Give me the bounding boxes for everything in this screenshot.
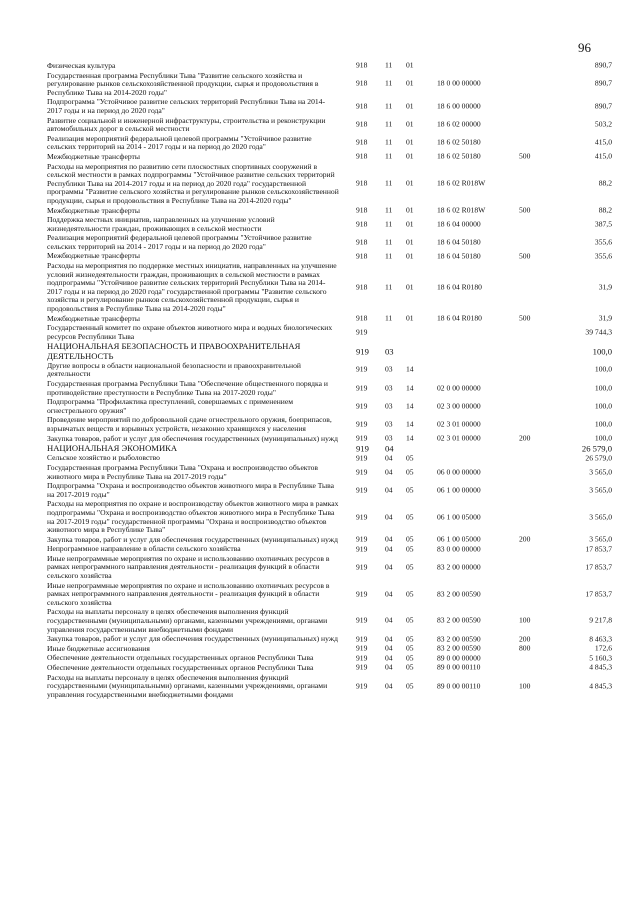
target-article-cell: 06 0 00 00000 xyxy=(437,467,481,477)
subsection-code-cell: 14 xyxy=(406,383,414,393)
ved-code-cell: 919 xyxy=(356,327,368,337)
table-row xyxy=(0,324,640,341)
target-article-cell: 06 1 00 00000 xyxy=(437,485,481,495)
ved-code-cell: 919 xyxy=(356,365,368,375)
row-name-cell: Расходы на мероприятия по развитию сети плоскостных спортивных сооружений в сельской местности в рамках подпрограммы "Устойчивое развитие сельских территорий Республики Тыва на 2014-2017 годы и на период до 2020 года" государственной программы "Развитие сельского хозяйства и регулирование рынков сельскохозяйственной продукции, сырья и продовольствия в Республике Тыва на 2014-2020 годы" xyxy=(47,161,339,205)
section-code-cell: 03 xyxy=(385,419,393,429)
subsection-code-cell: 01 xyxy=(406,151,414,161)
target-article-cell: 18 6 02 R018W xyxy=(437,178,486,188)
ved-code-cell: 918 xyxy=(356,219,368,229)
table-row xyxy=(0,262,640,314)
table-row xyxy=(0,464,640,481)
row-name-cell: НАЦИОНАЛЬНАЯ БЕЗОПАСНОСТЬ И ПРАВООХРАНИТЕЛЬНАЯ ДЕЯТЕЛЬНОСТЬ xyxy=(47,341,301,361)
target-article-cell: 18 6 02 50180 xyxy=(437,138,481,148)
table-row xyxy=(0,207,640,216)
ved-code-cell: 919 xyxy=(356,589,368,599)
ved-code-cell: 919 xyxy=(356,681,368,691)
expense-type-cell: 500 xyxy=(519,151,531,161)
expense-type-cell: 800 xyxy=(519,643,531,653)
ved-code-cell: 919 xyxy=(356,485,368,495)
section-code-cell: 04 xyxy=(385,544,393,554)
target-article-cell: 02 3 01 00000 xyxy=(437,419,481,429)
target-article-cell: 18 6 02 50180 xyxy=(437,151,481,161)
target-article-cell: 18 6 02 00000 xyxy=(437,119,481,129)
ved-code-cell: 919 xyxy=(356,433,368,443)
section-code-cell: 04 xyxy=(385,443,394,454)
table-row xyxy=(0,582,640,608)
subsection-code-cell: 05 xyxy=(406,589,414,599)
amount-cell: 415,0 xyxy=(594,151,612,161)
subsection-code-cell: 05 xyxy=(406,544,414,554)
row-name-cell: Закупка товаров, работ и услуг для обеспечения государственных (муниципальных) нужд xyxy=(47,534,338,544)
ved-code-cell: 918 xyxy=(356,178,368,188)
subsection-code-cell: 14 xyxy=(406,419,414,429)
amount-cell: 8 463,3 xyxy=(589,634,612,644)
ved-code-cell: 918 xyxy=(356,138,368,148)
target-article-cell: 89 0 00 00000 xyxy=(437,653,481,663)
subsection-code-cell: 01 xyxy=(406,61,414,70)
row-name-cell: Государственная программа Республики Тыва "Развитие сельского хозяйства и регулирование рынков сельскохозяйственной продукции, сырья и продовольствия в Республике Тыва на 2014-2020 годы" xyxy=(47,70,319,97)
amount-cell: 26 579,0 xyxy=(581,443,612,454)
amount-cell: 172,6 xyxy=(594,643,612,653)
amount-cell: 100,0 xyxy=(594,419,612,429)
section-code-cell: 03 xyxy=(385,346,394,357)
target-article-cell: 83 2 00 00590 xyxy=(437,643,481,653)
target-article-cell: 83 2 00 00590 xyxy=(437,589,481,599)
subsection-code-cell: 01 xyxy=(406,101,414,111)
row-name-cell: Расходы на выплаты персоналу в целях обеспечения выполнения функций государственными (муниципальными) органами, казенными учреждениями, органами управления государственными внебюджетными фондами xyxy=(47,607,328,634)
amount-cell: 415,0 xyxy=(594,138,612,148)
table-row xyxy=(0,98,640,115)
row-name-cell: Межбюджетные трансферты xyxy=(47,313,140,323)
amount-cell: 100,0 xyxy=(594,383,612,393)
amount-cell: 17 853,7 xyxy=(585,589,612,599)
row-name-cell: Проведение мероприятий по добровольной сдаче огнестрельного оружия, боеприпасов, взрывчатых веществ и взрывных устройств, незаконно хранящихся у населения xyxy=(47,415,332,433)
section-code-cell: 03 xyxy=(385,401,393,411)
amount-cell: 100,0 xyxy=(592,346,612,357)
target-article-cell: 02 3 01 00000 xyxy=(437,433,481,443)
section-code-cell: 11 xyxy=(385,205,393,215)
row-name-cell: Иные непрограммные мероприятия по охране и использованию охотничьих ресурсов в рамках непрограммного направления деятельности - реализация функций в области сельского хозяйства xyxy=(47,580,330,607)
subsection-code-cell: 14 xyxy=(406,433,414,443)
section-code-cell: 04 xyxy=(385,634,393,644)
ved-code-cell: 919 xyxy=(356,643,368,653)
section-code-cell: 03 xyxy=(385,365,393,375)
table-row xyxy=(0,674,640,700)
section-code-cell: 11 xyxy=(385,138,393,148)
ved-code-cell: 919 xyxy=(356,534,368,544)
target-article-cell: 18 6 00 00000 xyxy=(437,101,481,111)
subsection-code-cell: 01 xyxy=(406,251,414,261)
expense-type-cell: 200 xyxy=(519,534,531,544)
row-name-cell: Межбюджетные трансферты xyxy=(47,251,140,261)
table-row xyxy=(0,482,640,499)
amount-cell: 3 565,0 xyxy=(589,485,612,495)
table-row xyxy=(0,545,640,554)
table-row xyxy=(0,555,640,581)
amount-cell: 17 853,7 xyxy=(585,544,612,554)
ved-code-cell: 919 xyxy=(356,616,368,626)
row-name-cell: Обеспечение деятельности отдельных государственных органов Республики Тыва xyxy=(47,663,314,673)
subsection-code-cell: 05 xyxy=(406,562,414,572)
amount-cell: 503,2 xyxy=(594,119,612,129)
target-article-cell: 02 3 00 00000 xyxy=(437,401,481,411)
table-row xyxy=(0,252,640,261)
amount-cell: 31,9 xyxy=(598,313,612,323)
ved-code-cell: 919 xyxy=(356,467,368,477)
subsection-code-cell: 01 xyxy=(406,119,414,129)
row-name-cell: Развитие социальной и инженерной инфраструктуры, строительства и реконструкции автомобильных дорог в сельской местности xyxy=(47,115,326,134)
ved-code-cell: 919 xyxy=(356,443,369,454)
subsection-code-cell: 05 xyxy=(406,534,414,544)
ved-code-cell: 919 xyxy=(356,544,368,554)
amount-cell: 26 579,0 xyxy=(585,453,612,463)
budget-table xyxy=(0,62,640,700)
row-name-cell: Иные непрограммные мероприятия по охране и использованию охотничьих ресурсов в рамках непрограммного направления деятельности - реализация функций в области сельского хозяйства xyxy=(47,553,330,581)
section-code-cell: 04 xyxy=(385,562,393,572)
row-name-cell: Межбюджетные трансферты xyxy=(47,151,140,161)
ved-code-cell: 919 xyxy=(356,663,368,673)
ved-code-cell: 918 xyxy=(356,251,368,261)
subsection-code-cell: 05 xyxy=(406,653,414,663)
target-article-cell: 06 1 00 05000 xyxy=(437,534,481,544)
table-row xyxy=(0,536,640,545)
table-row xyxy=(0,398,640,415)
target-article-cell: 89 0 00 00110 xyxy=(437,663,481,673)
row-name-cell: Расходы на мероприятия по поддержке местных инициатив, направленных на улучшение условий жизнедеятельности граждан, проживающих в сельской местности в рамках подпрограммы "Устойчивое развитие сельских территорий Республики Тыва на 2014-2017 годы и на период до 2020 года" государственной программы "Развитие сельского хозяйства и регулирование рынков сельскохозяйственной продукции, сырья и продовольствия в Республике Тыва на 2014-2020 годы" xyxy=(47,261,337,314)
table-row xyxy=(0,500,640,534)
section-code-cell: 03 xyxy=(385,433,393,443)
ved-code-cell: 918 xyxy=(356,282,368,292)
subsection-code-cell: 01 xyxy=(406,79,414,89)
ved-code-cell: 919 xyxy=(356,419,368,429)
ved-code-cell: 919 xyxy=(356,562,368,572)
target-article-cell: 18 6 02 R018W xyxy=(437,205,486,215)
subsection-code-cell: 01 xyxy=(406,237,414,247)
subsection-code-cell: 05 xyxy=(406,453,414,463)
target-article-cell: 83 2 00 00590 xyxy=(437,634,481,644)
section-code-cell: 04 xyxy=(385,453,393,463)
section-code-cell: 11 xyxy=(385,237,393,247)
table-row xyxy=(0,135,640,152)
page-number: 96 xyxy=(578,40,591,55)
section-code-cell: 11 xyxy=(385,282,393,292)
amount-cell: 100,0 xyxy=(594,433,612,443)
target-article-cell: 83 0 00 00000 xyxy=(437,544,481,554)
row-name-cell: Подпрограмма "Устойчивое развитие сельских территорий Республики Тыва на 2014-2017 годы и на период до 2020 года" xyxy=(47,97,325,115)
expense-type-cell: 200 xyxy=(519,433,531,443)
amount-cell: 100,0 xyxy=(594,365,612,375)
section-code-cell: 04 xyxy=(385,467,393,477)
subsection-code-cell: 05 xyxy=(406,512,414,522)
target-article-cell: 18 6 04 50180 xyxy=(437,237,481,247)
section-code-cell: 04 xyxy=(385,653,393,663)
amount-cell: 3 565,0 xyxy=(589,534,612,544)
ved-code-cell: 919 xyxy=(356,653,368,663)
target-article-cell: 18 6 04 R0180 xyxy=(437,282,482,292)
row-name-cell: Расходы на мероприятия по охране и воспроизводству объектов животного мира в рамках подпрограммы "Охрана и воспроизводство объектов животного мира в Республике Тыва на 2017-2019 годы" государственной программы "Охрана и воспроизводство объектов животного мира в Республике Тыва" xyxy=(47,499,339,535)
amount-cell: 890,7 xyxy=(594,101,612,111)
amount-cell: 5 160,3 xyxy=(589,653,612,663)
subsection-code-cell: 05 xyxy=(406,643,414,653)
subsection-code-cell: 01 xyxy=(406,138,414,148)
target-article-cell: 18 6 04 50180 xyxy=(437,251,481,261)
table-row xyxy=(0,608,640,634)
subsection-code-cell: 01 xyxy=(406,178,414,188)
subsection-code-cell: 01 xyxy=(406,282,414,292)
section-code-cell: 04 xyxy=(385,512,393,522)
row-name-cell: Физическая культура xyxy=(47,61,116,70)
ved-code-cell: 919 xyxy=(356,512,368,522)
table-row xyxy=(0,654,640,663)
subsection-code-cell: 14 xyxy=(406,401,414,411)
table-row xyxy=(0,216,640,233)
section-code-cell: 11 xyxy=(385,61,393,70)
amount-cell: 31,9 xyxy=(598,282,612,292)
amount-cell: 88,2 xyxy=(598,205,612,215)
section-code-cell: 11 xyxy=(385,219,393,229)
table-row xyxy=(0,380,640,397)
amount-cell: 39 744,3 xyxy=(585,327,612,337)
row-name-cell: Обеспечение деятельности отдельных государственных органов Республики Тыва xyxy=(47,653,314,663)
table-row xyxy=(0,342,640,360)
row-name-cell: Иные бюджетные ассигнования xyxy=(47,643,150,653)
row-name-cell: Реализация мероприятий федеральной целевой программы "Устойчивое развитие сельских территорий на 2014 - 2017 годы и на период до 2020 года" xyxy=(47,233,312,251)
subsection-code-cell: 01 xyxy=(406,205,414,215)
row-name-cell: Межбюджетные трансферты xyxy=(47,205,140,215)
target-article-cell: 83 2 00 00000 xyxy=(437,562,481,572)
section-code-cell: 04 xyxy=(385,534,393,544)
amount-cell: 890,7 xyxy=(594,79,612,89)
ved-code-cell: 918 xyxy=(356,313,368,323)
expense-type-cell: 500 xyxy=(519,205,531,215)
amount-cell: 4 845,3 xyxy=(589,663,612,673)
ved-code-cell: 918 xyxy=(356,237,368,247)
section-code-cell: 11 xyxy=(385,151,393,161)
amount-cell: 3 565,0 xyxy=(589,467,612,477)
table-row xyxy=(0,645,640,654)
table-row xyxy=(0,72,640,98)
ved-code-cell: 918 xyxy=(356,151,368,161)
row-name-cell: Расходы на выплаты персоналу в целях обеспечения выполнения функций государственными (муниципальными) органами, казенными учреждениями, органами управления государственными внебюджетными фондами xyxy=(47,672,328,699)
target-article-cell: 18 0 00 00000 xyxy=(437,79,481,89)
table-row xyxy=(0,454,640,463)
amount-cell: 355,6 xyxy=(594,237,612,247)
subsection-code-cell: 01 xyxy=(406,313,414,323)
expense-type-cell: 500 xyxy=(519,251,531,261)
expense-type-cell: 500 xyxy=(519,313,531,323)
row-name-cell: Непрограммное направление в области сельского хозяйства xyxy=(47,544,241,554)
target-article-cell: 18 6 04 00000 xyxy=(437,219,481,229)
section-code-cell: 11 xyxy=(385,119,393,129)
section-code-cell: 11 xyxy=(385,101,393,111)
table-row xyxy=(0,163,640,206)
ved-code-cell: 918 xyxy=(356,61,368,70)
ved-code-cell: 919 xyxy=(356,383,368,393)
row-name-cell: Реализация мероприятий федеральной целевой программы "Устойчивое развитие сельских территорий на 2014 - 2017 годы и на период до 2020 года" xyxy=(47,133,312,152)
section-code-cell: 03 xyxy=(385,383,393,393)
row-name-cell: Государственная программа Республики Тыва "Охрана и воспроизводство объектов животного мира в Республике Тыва на 2017-2019 годы" xyxy=(47,462,318,481)
table-row xyxy=(0,362,640,379)
ved-code-cell: 919 xyxy=(356,346,369,357)
ved-code-cell: 919 xyxy=(356,453,368,463)
ved-code-cell: 918 xyxy=(356,205,368,215)
amount-cell: 387,5 xyxy=(594,219,612,229)
row-name-cell: Государственная программа Республики Тыва "Обеспечение общественного порядка и противодействие преступности в Республике Тыва на 2017-2020 годы" xyxy=(47,379,328,397)
section-code-cell: 11 xyxy=(385,178,393,188)
row-name-cell: НАЦИОНАЛЬНАЯ ЭКОНОМИКА xyxy=(47,443,178,454)
amount-cell: 88,2 xyxy=(598,178,612,188)
subsection-code-cell: 05 xyxy=(406,616,414,626)
target-article-cell: 18 6 04 R0180 xyxy=(437,313,482,323)
table-row xyxy=(0,664,640,673)
row-name-cell: Закупка товаров, работ и услуг для обеспечения государственных (муниципальных) нужд xyxy=(47,433,338,443)
row-name-cell: Подпрограмма "Профилактика преступлений, совершаемых с применением огнестрельного оружия" xyxy=(47,397,294,415)
subsection-code-cell: 01 xyxy=(406,219,414,229)
section-code-cell: 11 xyxy=(385,313,393,323)
section-code-cell: 04 xyxy=(385,589,393,599)
ved-code-cell: 919 xyxy=(356,634,368,644)
target-article-cell: 02 0 00 00000 xyxy=(437,383,481,393)
amount-cell: 17 853,7 xyxy=(585,562,612,572)
amount-cell: 890,7 xyxy=(594,61,612,70)
section-code-cell: 04 xyxy=(385,663,393,673)
expense-type-cell: 100 xyxy=(519,681,531,691)
expense-type-cell: 200 xyxy=(519,634,531,644)
amount-cell: 3 565,0 xyxy=(589,512,612,522)
section-code-cell: 04 xyxy=(385,616,393,626)
row-name-cell: Поддержка местных инициатив, направленных на улучшение условий жизнедеятельности граждан, проживающих в сельской местности xyxy=(47,215,275,233)
table-row xyxy=(0,153,640,162)
row-name-cell: Другие вопросы в области национальной безопасности и правоохранительной деятельности xyxy=(47,360,301,379)
target-article-cell: 06 1 00 05000 xyxy=(437,512,481,522)
table-row xyxy=(0,234,640,251)
table-row xyxy=(0,416,640,433)
subsection-code-cell: 05 xyxy=(406,634,414,644)
row-name-cell: Государственный комитет по охране объектов животного мира и водных биологических ресурсов Республики Тыва xyxy=(47,323,333,341)
section-code-cell: 11 xyxy=(385,251,393,261)
amount-cell: 4 845,3 xyxy=(589,681,612,691)
section-code-cell: 11 xyxy=(385,79,393,89)
ved-code-cell: 918 xyxy=(356,119,368,129)
row-name-cell: Сельское хозяйство и рыболовство xyxy=(47,453,160,463)
table-row xyxy=(0,435,640,444)
subsection-code-cell: 05 xyxy=(406,467,414,477)
subsection-code-cell: 05 xyxy=(406,485,414,495)
subsection-code-cell: 05 xyxy=(406,681,414,691)
row-name-cell: Закупка товаров, работ и услуг для обеспечения государственных (муниципальных) нужд xyxy=(47,634,338,644)
subsection-code-cell: 14 xyxy=(406,365,414,375)
ved-code-cell: 919 xyxy=(356,401,368,411)
table-row xyxy=(0,635,640,644)
amount-cell: 100,0 xyxy=(594,401,612,411)
section-code-cell: 04 xyxy=(385,485,393,495)
section-code-cell: 04 xyxy=(385,643,393,653)
row-name-cell: Подпрограмма "Охрана и воспроизводство объектов животного мира в Республике Тыва на 2017-2019 годы" xyxy=(47,481,334,499)
table-row xyxy=(0,315,640,324)
subsection-code-cell: 05 xyxy=(406,663,414,673)
target-article-cell: 89 0 00 00110 xyxy=(437,681,481,691)
table-row xyxy=(0,117,640,134)
table-row xyxy=(0,62,640,71)
table-row xyxy=(0,444,640,453)
amount-cell: 355,6 xyxy=(594,251,612,261)
amount-cell: 9 217,8 xyxy=(589,616,612,626)
target-article-cell: 83 2 00 00590 xyxy=(437,616,481,626)
ved-code-cell: 918 xyxy=(356,79,368,89)
ved-code-cell: 918 xyxy=(356,101,368,111)
expense-type-cell: 100 xyxy=(519,616,531,626)
section-code-cell: 04 xyxy=(385,681,393,691)
